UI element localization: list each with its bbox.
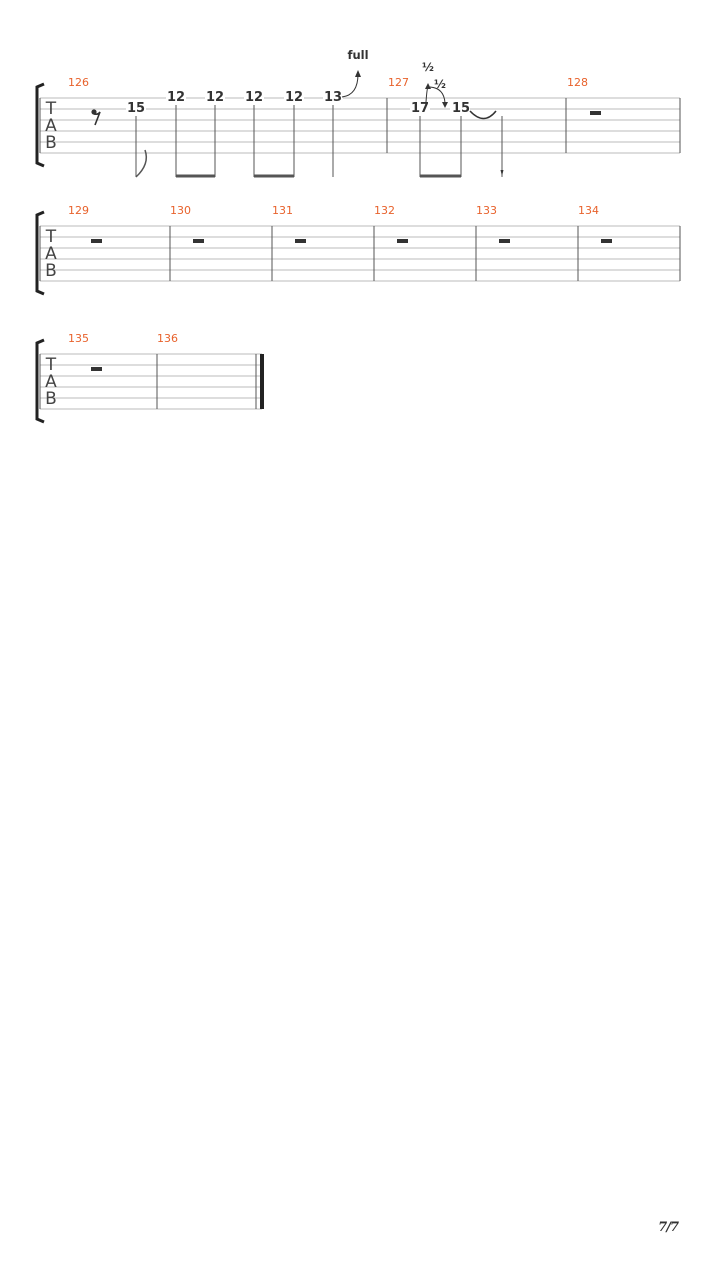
tab-clef-a: A (45, 116, 57, 136)
system-1 (37, 48, 680, 177)
measure-number: 134 (578, 204, 599, 217)
tab-staff-lines (40, 226, 680, 281)
whole-rest (590, 111, 601, 115)
measure-number: 135 (68, 332, 89, 345)
tab-clef-b: B (45, 389, 57, 409)
tab-clef-b: B (45, 261, 57, 281)
whole-rest (499, 239, 510, 243)
measure-number: 131 (272, 204, 293, 217)
bend-label-half: ½ (422, 60, 434, 74)
final-barline-thick (260, 354, 264, 409)
tied-note-marker (501, 170, 504, 176)
measure-number: 136 (157, 332, 178, 345)
eighth-rest (91, 109, 100, 125)
tab-staff-lines (40, 354, 262, 409)
measure-number: 130 (170, 204, 191, 217)
fret-number: 12 (244, 90, 264, 105)
fret-number: 13 (323, 90, 343, 105)
whole-rest (601, 239, 612, 243)
fret-number: 12 (284, 90, 304, 105)
bend-label-full: full (347, 48, 369, 62)
system-2 (37, 204, 680, 294)
fret-number: 17 (410, 101, 430, 116)
tab-clef-b: B (45, 133, 57, 153)
whole-rest (295, 239, 306, 243)
tab-clef-t: T (45, 355, 57, 375)
fret-number: 15 (451, 101, 471, 116)
fret-number: 12 (166, 90, 186, 105)
whole-rest (91, 367, 102, 371)
tab-clef-a: A (45, 372, 57, 392)
measure-number: 128 (567, 76, 588, 89)
page-number: 7/7 (658, 1220, 678, 1235)
note-flag (136, 150, 146, 177)
tie-curve (470, 111, 496, 119)
measure-number: 132 (374, 204, 395, 217)
bend-curve (426, 87, 428, 102)
bend-arrowhead (425, 83, 431, 89)
bend-arrowhead (355, 70, 361, 77)
fret-number: 12 (205, 90, 225, 105)
bend-curve (342, 74, 358, 97)
measure-number: 129 (68, 204, 89, 217)
tab-clef-t: T (45, 99, 57, 119)
fret-number: 15 (126, 101, 146, 116)
measure-number: 133 (476, 204, 497, 217)
tab-clef-a: A (45, 244, 57, 264)
measure-number: 126 (68, 76, 89, 89)
whole-rest (397, 239, 408, 243)
whole-rest (193, 239, 204, 243)
release-arrowhead (442, 102, 448, 108)
whole-rest (91, 239, 102, 243)
system-3 (37, 332, 264, 422)
tab-clef-t: T (45, 227, 57, 247)
measure-number: 127 (388, 76, 409, 89)
release-label-half: ½ (434, 77, 446, 91)
